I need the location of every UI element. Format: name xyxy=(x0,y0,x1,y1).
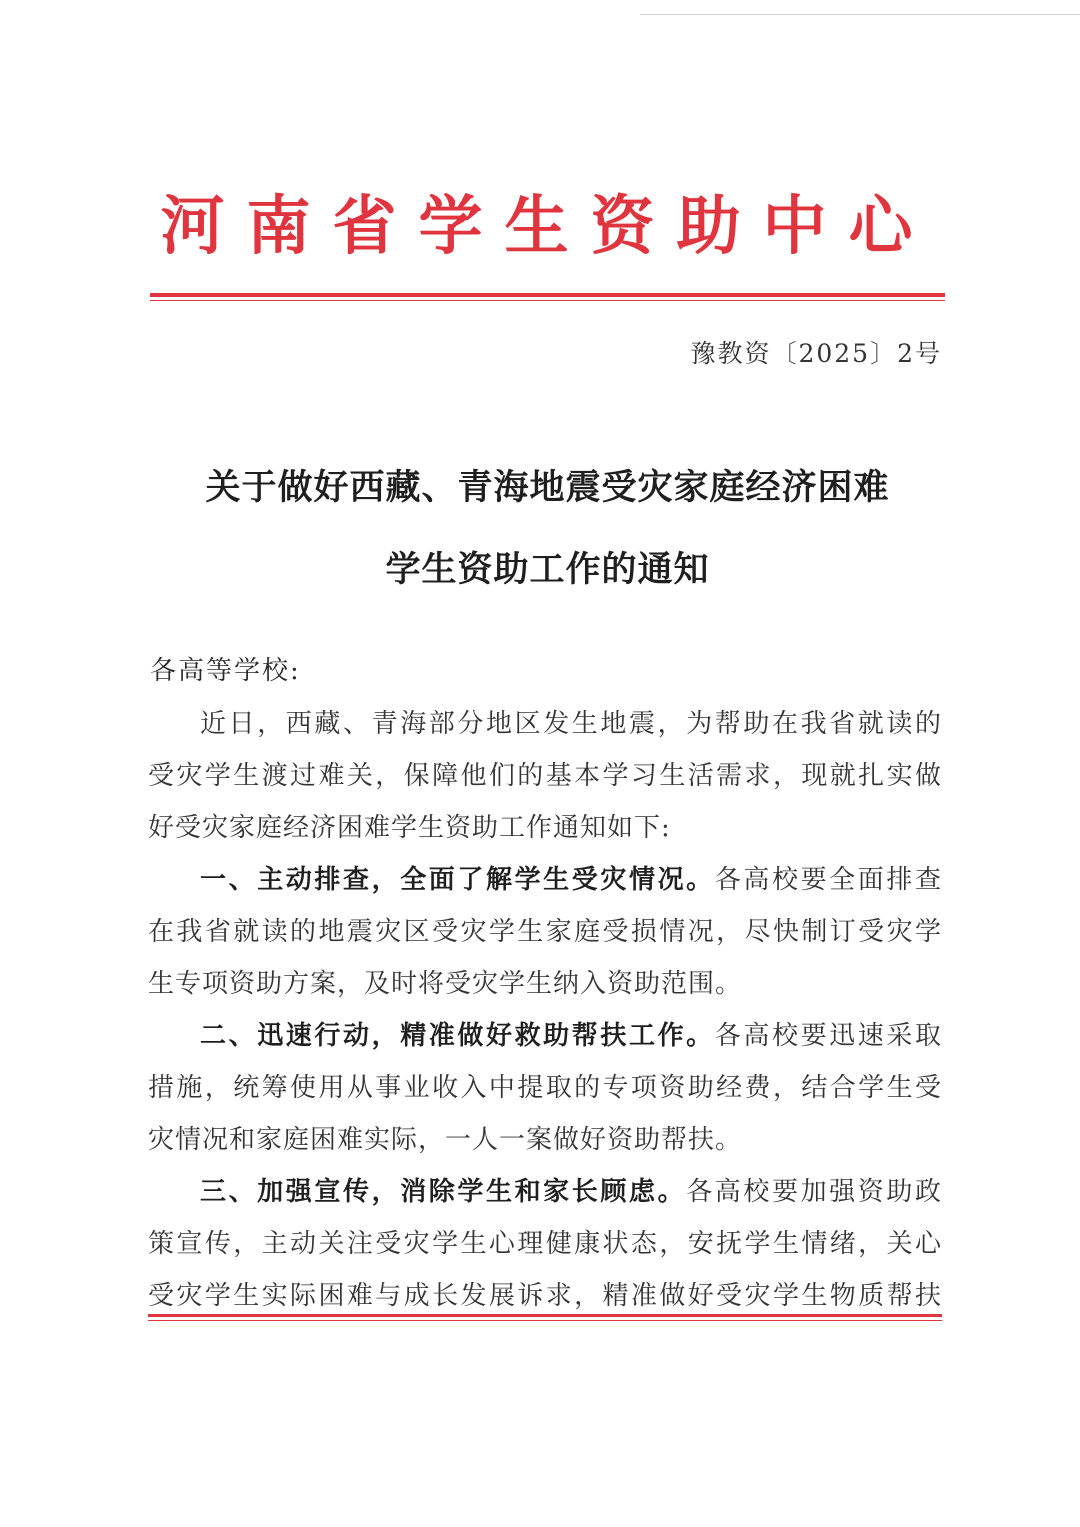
document-number: 豫教资〔2025〕2号 xyxy=(690,339,942,368)
section-3-lead: 各高校要加强资助政 xyxy=(686,1177,942,1207)
section-1-lead: 各高校要全面排查 xyxy=(714,865,942,895)
scan-edge-line xyxy=(640,14,1080,15)
section-3-first-line xyxy=(200,1174,942,1210)
footer-red-rule xyxy=(148,1314,942,1317)
masthead-red-rule xyxy=(150,293,945,297)
intro-line-2: 受灾学生渡过难关，保障他们的基本学习生活需求，现就扎实做 xyxy=(148,761,942,791)
section-2-first-line xyxy=(200,1018,942,1054)
section-2-line-3: 灾情况和家庭困难实际，一人一案做好资助帮扶。 xyxy=(148,1125,743,1155)
addressee: 各高等学校: xyxy=(150,656,301,686)
section-1-line-2: 在我省就读的地震灾区受灾学生家庭受损情况，尽快制订受灾学 xyxy=(148,917,942,947)
section-2-lead: 各高校要迅速采取 xyxy=(714,1021,942,1051)
masthead-org-name: 河南省学生资助中心 xyxy=(160,190,935,264)
section-3-heading: 三、加强宣传，消除学生和家长顾虑。 xyxy=(200,1177,687,1207)
section-1-first-line xyxy=(200,862,942,898)
intro-line-3: 好受灾家庭经济困难学生资助工作通知如下: xyxy=(148,813,671,843)
section-3-line-2: 策宣传，主动关注受灾学生心理健康状态，安抚学生情绪，关心 xyxy=(148,1229,942,1259)
section-3-line-3: 受灾学生实际困难与成长发展诉求，精准做好受灾学生物质帮扶 xyxy=(148,1281,942,1311)
title-line-1: 关于做好西藏、青海地震受灾家庭经济困难 xyxy=(205,468,890,508)
intro-line-1: 近日，西藏、青海部分地区发生地震，为帮助在我省就读的 xyxy=(200,709,942,739)
section-2-heading: 二、迅速行动，精准做好救助帮扶工作。 xyxy=(200,1021,715,1051)
title-line-2: 学生资助工作的通知 xyxy=(385,550,710,590)
section-2-line-2: 措施，统筹使用从事业收入中提取的专项资助经费，结合学生受 xyxy=(148,1073,942,1103)
section-1-heading: 一、主动排查，全面了解学生受灾情况。 xyxy=(200,865,715,895)
section-1-line-3: 生专项资助方案，及时将受灾学生纳入资助范围。 xyxy=(148,969,743,999)
